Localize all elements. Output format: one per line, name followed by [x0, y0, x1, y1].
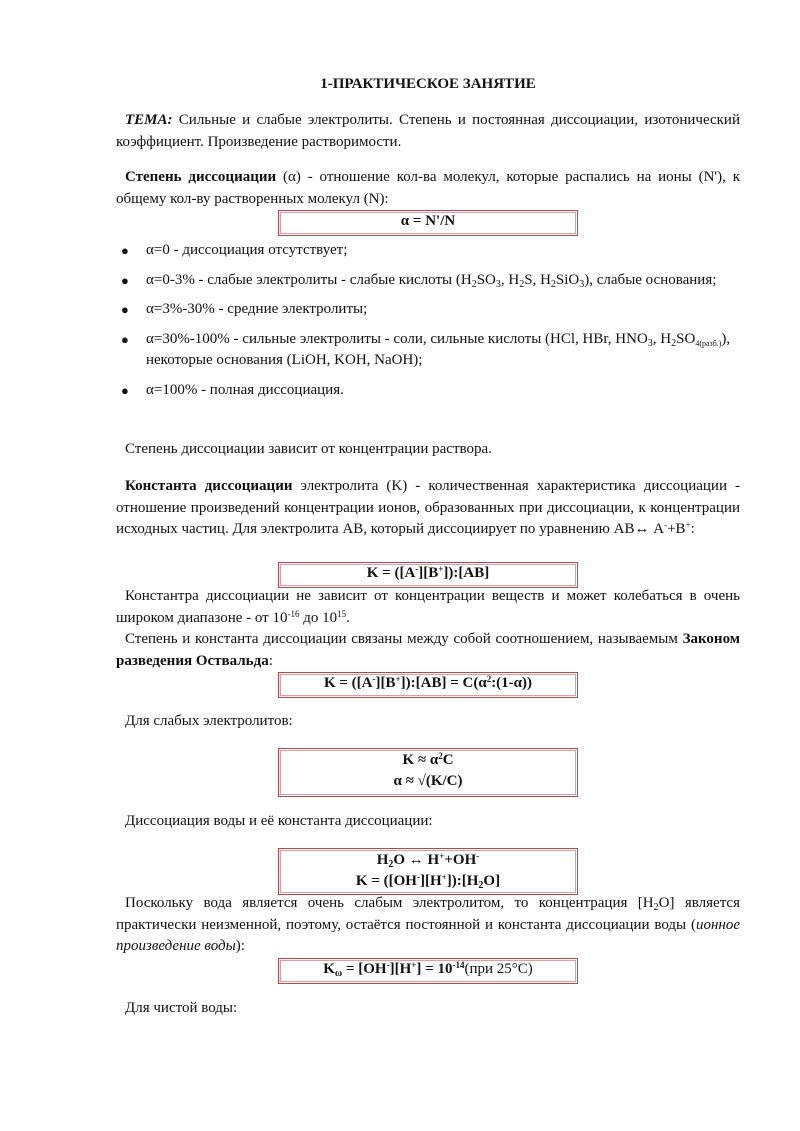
ostwald-term: Законом разведения Оствальда: [116, 631, 740, 669]
formula-water-box: [278, 848, 578, 895]
formula-constant-box: K = ([A-][B+]):[AB]: [278, 562, 578, 588]
page-title: 1-ПРАКТИЧЕСКОЕ ЗАНЯТИЕ: [320, 76, 536, 92]
degree-paragraph: Степень диссоциации (α) - отношение кол-ва молекул, которые распались на ионы (N'), к общему кол-ву растворенных молекул (N):: [116, 169, 741, 207]
dependence-paragraph: Степень диссоциации зависит от концентрации раствора.: [125, 441, 492, 457]
water-paragraph: Диссоциация воды и её константа диссоциации:: [125, 813, 433, 829]
formula-water-line2: $K = ([OH^-][H^+]):[H_2O]$: [355, 872, 501, 891]
ostwald-paragraph: Степень и константа диссоциации связаны между собой соотношением, называемым Законом разведения Оствальда:: [116, 631, 740, 669]
theme-paragraph: ТЕМА: Сильные и слабые электролиты. Степень и постоянная диссоциации, изотонический коэффициент. Произведение растворимости.: [116, 112, 740, 150]
list-item: ● α=0-3% - слабые электролиты - слабые кислоты ($H_2SO_3$, $H_2S$, $H_2SiO_3$), слабые основания;: [121, 271, 717, 290]
formula-weak-line2: α ≈ √(K/C): [393, 773, 463, 789]
bullet-icon: ●: [121, 331, 129, 347]
formula-kw-box: $K_\omega = [OH^-][H^+] = 10^{-14}(при$ 25°C): [278, 958, 578, 984]
list-item: ● α=100% - полная диссоциация.: [116, 380, 740, 402]
formula-weak-line1: $K \approx \alpha^2C$: [402, 751, 454, 768]
weak-paragraph: Для слабых электролитов:: [125, 713, 293, 729]
bullet-icon: ●: [121, 382, 129, 398]
alpha-list: [116, 240, 740, 409]
bullet-icon: ●: [121, 302, 129, 317]
list-item: ● α=3%-30% - средние электролиты;: [116, 299, 740, 321]
bullet-icon: ●: [121, 243, 129, 258]
range-paragraph: Константра диссоциации не зависит от концентрации веществ и может колебаться в очень широком диапазоне - от $10^{-16}$ до $10^{15}$.: [116, 588, 740, 626]
list-item: ● α=30%-100% - сильные электролиты - соли, сильные кислоты (HCl, HBr, $HNO_3$, $H_2SO_{4(разб.)}$), некоторые основания (LiOH, KOH, NaOH);: [121, 330, 731, 368]
constant-paragraph: Константа диссоциации электролита (K) - количественная характеристика диссоциации - отношение произведений концентрации ионов, образованных при диссоциации, к концентрации исходных частиц. Для электролита АВ, который диссоциирует по уравнению АВ↔ A-+B+:: [116, 478, 741, 537]
ionic-paragraph: Поскольку вода является очень слабым электролитом, то концентрация $[H_2O]$ является практически неизменной, поэтому, остаётся постоянной и константа диссоциации воды (ионное произведение воды):: [116, 895, 740, 954]
theme-label: ТЕМА:: [125, 112, 173, 128]
bullet-icon: ●: [121, 272, 129, 288]
list-item: ● α=0 - диссоциация отсутствует;: [116, 240, 740, 262]
formula-ostwald-box: K = ([A-][B+]):[AB] = $C(\alpha^2:(1-\alpha))$: [278, 672, 578, 698]
pure-water-paragraph: Для чистой воды:: [125, 1000, 238, 1016]
formula-water-line1: $H_2O$ ↔ H++OH-: [376, 851, 480, 870]
formula-weak-box: [278, 748, 578, 797]
formula-degree-box: α = N'/N: [278, 210, 578, 236]
constant-term: Константа диссоциации: [125, 478, 293, 494]
degree-term: Степень диссоциации: [125, 169, 277, 185]
